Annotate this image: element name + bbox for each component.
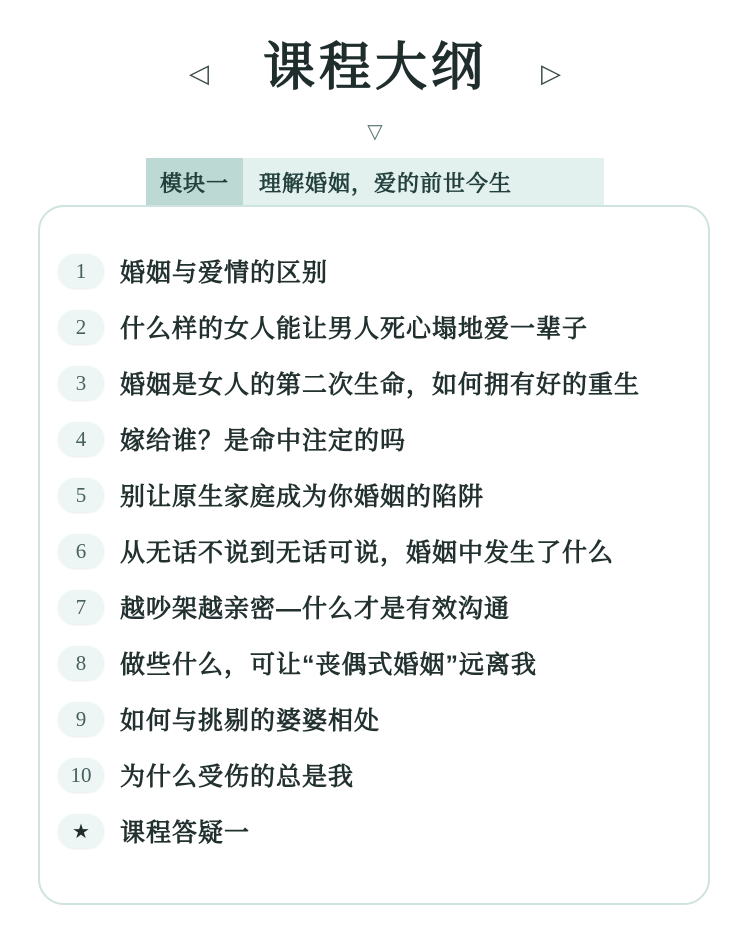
list-item[interactable] <box>58 411 718 467</box>
lesson-title: 别让原生家庭成为你婚姻的陷阱 <box>120 483 485 511</box>
list-item[interactable] <box>58 243 718 299</box>
lesson-number: 10 <box>58 758 104 792</box>
page-title: 课程大纲 <box>262 40 487 97</box>
list-item[interactable] <box>58 523 718 579</box>
module-name: 理解婚姻，爱的前世今生 <box>243 158 604 206</box>
lesson-title: 婚姻是女人的第二次生命，如何拥有好的重生 <box>120 371 641 399</box>
lesson-number: 4 <box>58 422 104 456</box>
list-item[interactable] <box>58 579 718 635</box>
module-header <box>146 158 604 206</box>
lesson-title: 做些什么，可让“丧偶式婚姻”远离我 <box>120 651 538 679</box>
lesson-title: 从无话不说到无话可说，婚姻中发生了什么 <box>120 539 615 567</box>
lesson-title: 嫁给谁？是命中注定的吗 <box>120 427 407 455</box>
list-item[interactable] <box>58 691 718 747</box>
lesson-number: 2 <box>58 310 104 344</box>
lesson-number: 3 <box>58 366 104 400</box>
lesson-number: 6 <box>58 534 104 568</box>
list-item[interactable] <box>58 635 718 691</box>
title-row <box>189 40 561 97</box>
lesson-number: 8 <box>58 646 104 680</box>
lesson-number: 1 <box>58 254 104 288</box>
star-icon: ★ <box>58 814 104 848</box>
arrow-left-icon[interactable]: ◁ <box>188 57 209 88</box>
arrow-right-icon[interactable]: ▷ <box>541 57 561 88</box>
list-item[interactable] <box>58 299 718 355</box>
chevron-down-icon: ▽ <box>367 121 383 143</box>
list-item[interactable] <box>58 803 718 859</box>
lesson-number: 5 <box>58 478 104 512</box>
list-item[interactable] <box>58 355 718 411</box>
module-tag: 模块一 <box>146 158 243 206</box>
lesson-list <box>58 243 718 859</box>
list-item[interactable] <box>58 467 718 523</box>
lesson-title: 婚姻与爱情的区别 <box>120 259 329 287</box>
lesson-number: 7 <box>58 590 104 624</box>
lesson-title: 越吵架越亲密—什么才是有效沟通 <box>120 595 511 623</box>
lesson-title: 什么样的女人能让男人死心塌地爱一辈子 <box>120 315 589 343</box>
lesson-number: 9 <box>58 702 104 736</box>
lesson-title: 课程答疑一 <box>120 819 251 847</box>
page-header <box>0 0 750 143</box>
lesson-title: 如何与挑剔的婆婆相处 <box>120 707 381 735</box>
list-item[interactable] <box>58 747 718 803</box>
lesson-title: 为什么受伤的总是我 <box>120 763 355 791</box>
